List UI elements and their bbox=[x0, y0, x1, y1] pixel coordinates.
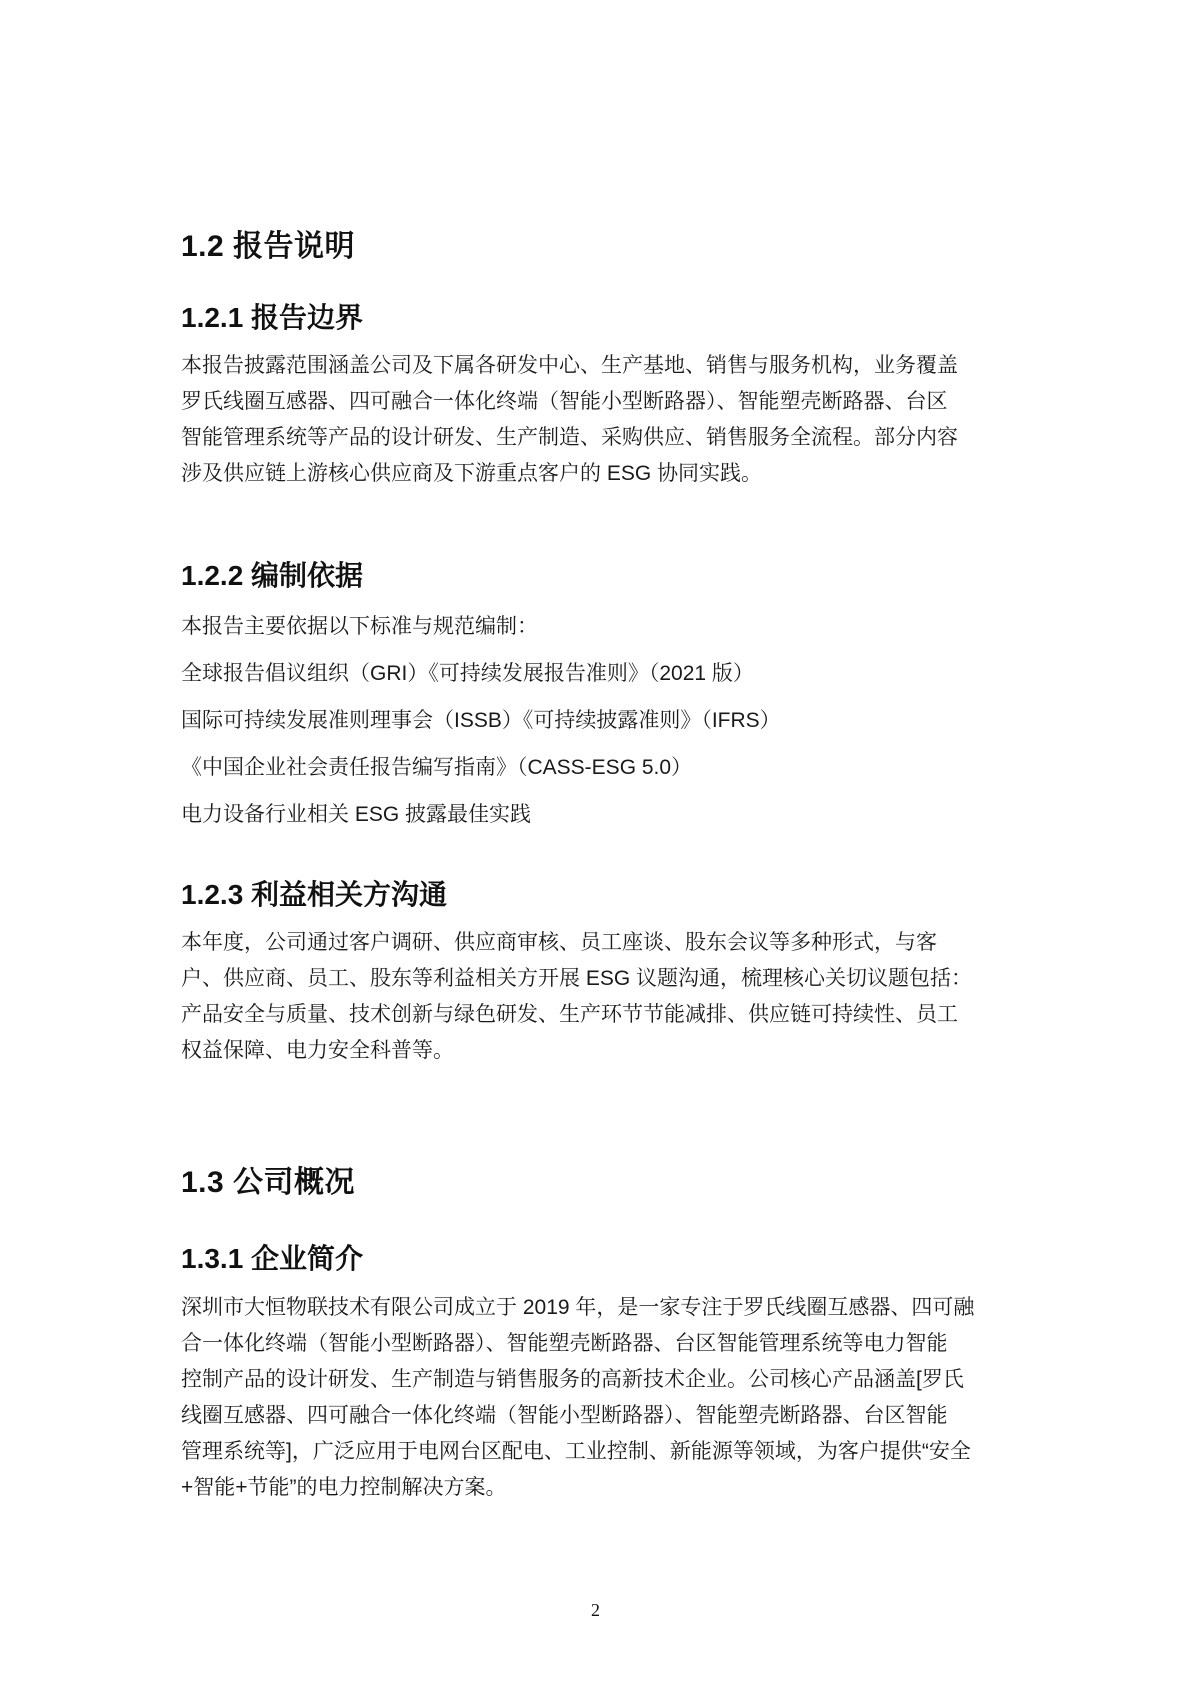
basis-item-cass: 《中国企业社会责任报告编写指南》（CASS-ESG 5.0） bbox=[181, 756, 693, 779]
paragraph-line: 智能管理系统等产品的设计研发、生产制造、采购供应、销售服务全流程。部分内容 bbox=[181, 426, 958, 449]
basis-intro: 本报告主要依据以下标准与规范编制： bbox=[181, 615, 538, 638]
paragraph-line: 管理系统等]，广泛应用于电网台区配电、工业控制、新能源等领域，为客户提供“安全 bbox=[181, 1440, 971, 1463]
paragraph-line: 控制产品的设计研发、生产制造与销售服务的高新技术企业。公司核心产品涵盖[罗氏 bbox=[181, 1368, 964, 1391]
paragraph-line: +智能+节能”的电力控制解决方案。 bbox=[181, 1476, 507, 1499]
paragraph-line: 本报告披露范围涵盖公司及下属各研发中心、生产基地、销售与服务机构，业务覆盖 bbox=[181, 354, 958, 377]
report-boundary-paragraph bbox=[181, 348, 1011, 492]
page-number: 2 bbox=[591, 1600, 600, 1620]
paragraph-line: 本年度，公司通过客户调研、供应商审核、员工座谈、股东会议等多种形式，与客 bbox=[181, 931, 937, 954]
paragraph-line: 合一体化终端（智能小型断路器）、智能塑壳断路器、台区智能管理系统等电力智能 bbox=[181, 1332, 948, 1355]
paragraph-line: 产品安全与质量、技术创新与绿色研发、生产环节节能减排、供应链可持续性、员工 bbox=[181, 1003, 958, 1026]
company-intro-paragraph bbox=[181, 1290, 1011, 1506]
section-heading-1-2-1: 1.2.1 报告边界 bbox=[181, 302, 364, 333]
paragraph-line: 深圳市大恒物联技术有限公司成立于 2019 年，是一家专注于罗氏线圈互感器、四可融 bbox=[181, 1296, 975, 1319]
section-heading-1-2-3: 1.2.3 利益相关方沟通 bbox=[181, 879, 448, 910]
basis-item-gri: 全球报告倡议组织（GRI）《可持续发展报告准则》（2021 版） bbox=[181, 662, 754, 685]
section-heading-1-3-1: 1.3.1 企业简介 bbox=[181, 1243, 364, 1274]
paragraph-line: 户、供应商、员工、股东等利益相关方开展 ESG 议题沟通，梳理核心关切议题包括： bbox=[181, 967, 973, 990]
paragraph-line: 涉及供应链上游核心供应商及下游重点客户的 ESG 协同实践。 bbox=[181, 462, 763, 485]
paragraph-line: 线圈互感器、四可融合一体化终端（智能小型断路器）、智能塑壳断路器、台区智能 bbox=[181, 1404, 948, 1427]
basis-item-industry: 电力设备行业相关 ESG 披露最佳实践 bbox=[181, 803, 532, 826]
section-heading-1-2: 1.2 报告说明 bbox=[181, 230, 356, 263]
section-heading-1-3: 1.3 公司概况 bbox=[181, 1166, 356, 1199]
paragraph-line: 罗氏线圈互感器、四可融合一体化终端（智能小型断路器）、智能塑壳断路器、台区 bbox=[181, 390, 948, 413]
basis-item-issb: 国际可持续发展准则理事会（ISSB）《可持续披露准则》（IFRS） bbox=[181, 709, 781, 732]
stakeholder-paragraph bbox=[181, 925, 1011, 1069]
section-heading-1-2-2: 1.2.2 编制依据 bbox=[181, 560, 364, 591]
paragraph-line: 权益保障、电力安全科普等。 bbox=[181, 1039, 454, 1062]
